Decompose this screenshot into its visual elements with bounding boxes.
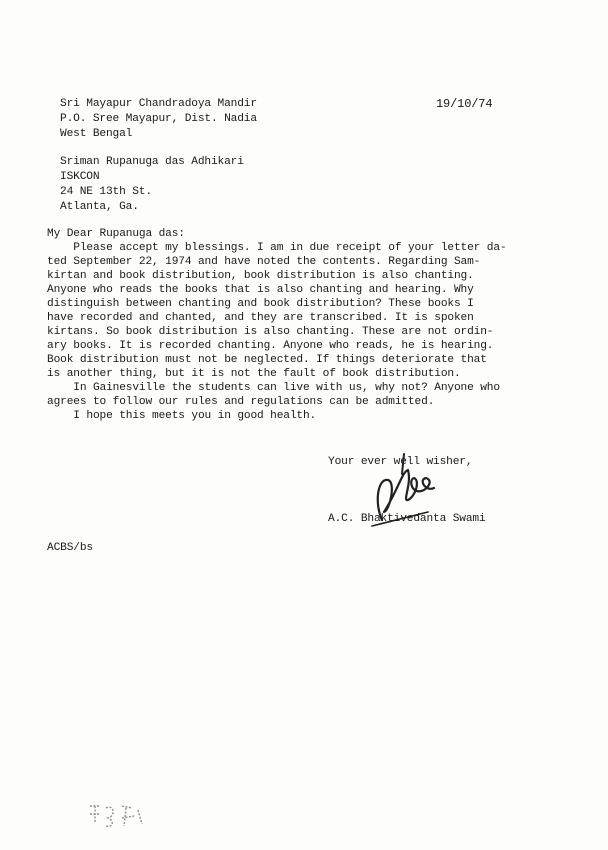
body-line: distinguish between chanting and book distribution? These books I — [47, 298, 474, 310]
signatory-name: A.C. Bhaktivedanta Swami — [328, 513, 486, 525]
closing: Your ever well wisher, — [328, 456, 473, 468]
sender-line-1: Sri Mayapur Chandradoya Mandir — [60, 98, 257, 110]
letter-date: 19/10/74 — [436, 97, 493, 111]
sender-line-3: West Bengal — [60, 128, 133, 140]
initials: ACBS/bs — [47, 542, 93, 554]
recipient-line-3: 24 NE 13th St. — [60, 186, 152, 198]
body-line: agrees to follow our rules and regulations can be admitted. — [47, 396, 435, 408]
recipient-line-2: ISKCON — [60, 171, 100, 183]
body-line: is another thing, but it is not the fault of book distribution. — [47, 368, 461, 380]
body-line: have recorded and chanted, and they are transcribed. It is spoken — [47, 312, 474, 324]
body-line: Book distribution must not be neglected. If things deteriorate that — [47, 354, 487, 366]
salutation: My Dear Rupanuga das: — [47, 228, 185, 240]
body-line: ted September 22, 1974 and have noted the contents. Regarding Sam- — [47, 256, 481, 268]
body-line: ary books. It is recorded chanting. Anyone who reads, he is hearing. — [47, 340, 494, 352]
recipient-line-4: Atlanta, Ga. — [60, 201, 139, 213]
body-line: In Gainesville the students can live with us, why not? Anyone who — [47, 382, 500, 394]
recipient-line-1: Sriman Rupanuga das Adhikari — [60, 156, 244, 168]
sender-line-2: P.O. Sree Mayapur, Dist. Nadia — [60, 113, 257, 125]
body-line: kirtans. So book distribution is also chanting. These are not ordin- — [47, 326, 494, 338]
body-line: I hope this meets you in good health. — [47, 410, 317, 422]
body-line: kirtan and book distribution, book distribution is also chanting. — [47, 270, 474, 282]
body-line: Anyone who reads the books that is also chanting and hearing. Why — [47, 284, 474, 296]
body-line: Please accept my blessings. I am in due receipt of your letter da- — [47, 242, 507, 254]
faded-stamp-mark — [86, 800, 146, 832]
